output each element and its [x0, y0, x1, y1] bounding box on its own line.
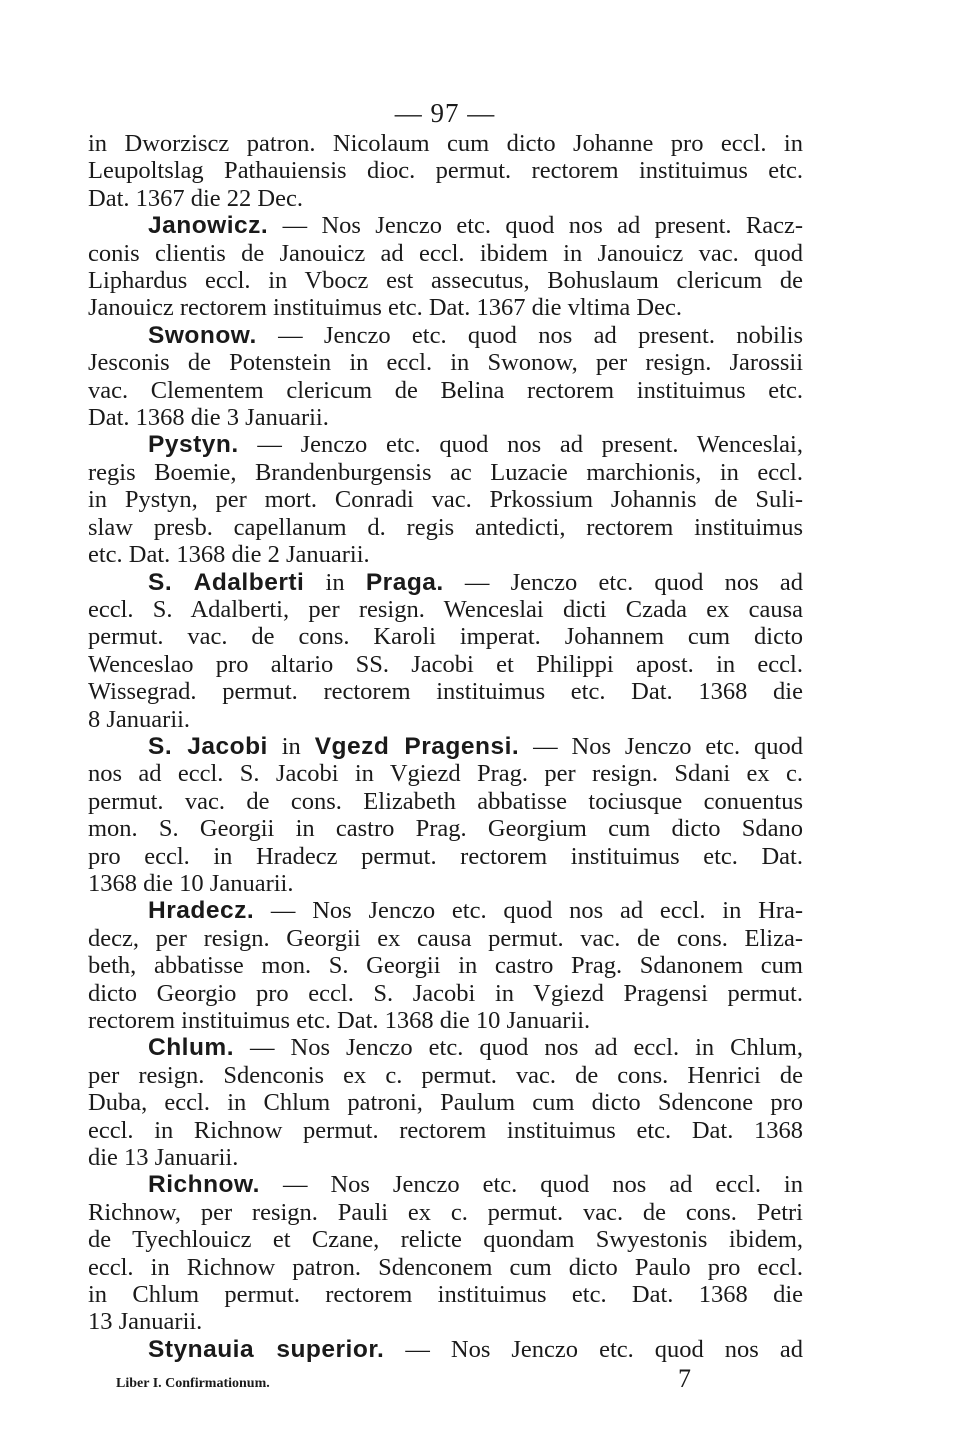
page-footer: [116, 1364, 691, 1394]
text-run: per resign. Sdenconis ex c. permut. vac. de cons. Henrici de: [88, 1061, 803, 1089]
text-run: eccl. in Richnow permut. rectorem instituimus etc. Dat. 1368: [88, 1116, 803, 1144]
text-run: — Nos Jenczo etc. quod: [519, 732, 803, 760]
text-line: [88, 925, 803, 952]
text-run: in: [304, 568, 366, 596]
text-run: dicto Georgio pro eccl. S. Jacobi in Vgiezd Pragensi permut.: [88, 979, 803, 1007]
text-run: permut. vac. de cons. Elizabeth abbatisse tociusque conuentus: [88, 787, 803, 815]
text-line: [88, 1007, 803, 1034]
text-run: in Dworziscz patron. Nicolaum cum dicto Johanne pro eccl. in: [88, 130, 803, 157]
entry-heading-line: [88, 569, 803, 596]
text-run: mon. S. Georgii in castro Prag. Georgium cum dicto Sdano: [88, 815, 803, 843]
text-line: [88, 130, 803, 157]
text-run: Wissegrad. permut. rectorem instituimus etc. Dat. 1368 die: [88, 678, 803, 706]
text-line: [88, 185, 803, 212]
text-line: [88, 788, 803, 815]
text-line: [88, 267, 803, 294]
entry-heading-line: [88, 733, 803, 760]
text-run: — Nos Jenczo etc. quod nos ad eccl. in Hra-: [254, 897, 803, 925]
entry-heading-line: [88, 1171, 803, 1198]
text-run: slaw presb. capellanum d. regis antedicti, rectorem instituimus: [88, 513, 803, 541]
text-run: Dat. 1367 die 22 Dec.: [88, 184, 303, 212]
text-line: [88, 459, 803, 486]
place-name-heading: Stynauia superior.: [148, 1335, 385, 1363]
text-line: [88, 952, 803, 979]
text-line: [88, 870, 803, 897]
place-name-heading: Vgezd Pragensi.: [314, 732, 520, 760]
text-run: eccl. S. Adalberti, per resign. Wenceslai dicti Czada ex causa: [88, 595, 803, 623]
footer-book-title: Liber I. Confirmationum.: [116, 1376, 270, 1391]
place-name-heading: Hradecz.: [148, 897, 255, 925]
text-run: — Nos Jenczo etc. quod nos ad present. Racz-: [268, 212, 803, 240]
text-line: [88, 651, 803, 678]
text-line: [88, 1254, 803, 1281]
text-run: decz, per resign. Georgii ex causa permut. vac. de cons. Eliza-: [88, 924, 803, 952]
text-run: in Pystyn, per mort. Conradi vac. Prkossium Johannis de Suli-: [88, 486, 803, 514]
text-run: Dat. 1368 die 3 Januarii.: [88, 404, 329, 432]
text-run: — Nos Jenczo etc. quod nos ad: [384, 1335, 803, 1363]
entry-heading-line: [88, 1336, 803, 1363]
entry-heading-line: [88, 431, 803, 458]
place-name-heading: Chlum.: [148, 1034, 235, 1062]
entry-heading-line: [88, 322, 803, 349]
text-run: — Jenczo etc. quod nos ad present. Wenceslai,: [238, 431, 803, 459]
entry-heading-line: [88, 897, 803, 924]
text-line: [88, 404, 803, 431]
text-line: [88, 623, 803, 650]
text-run: Richnow, per resign. Pauli ex c. permut. vac. de cons. Petri: [88, 1198, 803, 1226]
text-run: eccl. in Richnow patron. Sdenconem cum dicto Paulo pro eccl.: [88, 1253, 803, 1281]
text-line: [88, 1281, 803, 1308]
text-line: [88, 240, 803, 267]
place-name-heading: S. Jacobi: [148, 732, 268, 760]
text-run: conis clientis de Janouicz ad eccl. ibidem in Janouicz vac. quod: [88, 239, 803, 267]
text-line: [88, 1226, 803, 1253]
text-line: [88, 980, 803, 1007]
text-line: [88, 1308, 803, 1335]
text-run: 13 Januarii.: [88, 1308, 203, 1336]
text-run: Duba, eccl. in Chlum patroni, Paulum cum dicto Sdencone pro: [88, 1089, 803, 1117]
text-line: [88, 514, 803, 541]
text-line: [88, 596, 803, 623]
text-run: nos ad eccl. S. Jacobi in Vgiezd Prag. per resign. Sdani ex c.: [88, 760, 803, 788]
text-run: in: [267, 732, 315, 760]
text-line: [88, 706, 803, 733]
place-name-heading: S. Adalberti: [148, 568, 305, 596]
text-run: etc. Dat. 1368 die 2 Januarii.: [88, 541, 370, 569]
place-name-heading: Swonow.: [148, 321, 257, 349]
text-run: — Nos Jenczo etc. quod nos ad eccl. in Chlum,: [234, 1034, 803, 1062]
entry-heading-line: [88, 212, 803, 239]
text-run: Liphardus eccl. in Vbocz est assecutus, Bohuslaum clericum de: [88, 267, 803, 295]
place-name-heading: Pystyn.: [148, 431, 239, 459]
text-run: pro eccl. in Hradecz permut. rectorem instituimus etc. Dat.: [88, 842, 803, 870]
text-run: — Jenczo etc. quod nos ad present. nobilis: [256, 321, 803, 349]
footer-signature-number: 7: [678, 1364, 691, 1393]
place-name-heading: Praga.: [365, 568, 444, 596]
text-run: de Tyechlouicz et Czane, relicte quondam Swyestonis ibidem,: [88, 1226, 803, 1254]
text-line: [88, 294, 803, 321]
entry-heading-line: [88, 1034, 803, 1061]
text-line: [88, 1199, 803, 1226]
text-run: Leupoltslag Pathauiensis dioc. permut. rectorem instituimus etc.: [88, 157, 803, 185]
text-line: [88, 760, 803, 787]
text-run: permut. vac. de cons. Karoli imperat. Johannem cum dicto: [88, 623, 803, 651]
text-run: Wenceslao pro altario SS. Jacobi et Philippi apost. in eccl.: [88, 650, 803, 678]
text-run: Janouicz rectorem instituimus etc. Dat. 1367 die vltima Dec.: [88, 294, 682, 322]
document-body: [88, 130, 803, 1363]
text-run: 1368 die 10 Januarii.: [88, 869, 294, 897]
text-line: [88, 1089, 803, 1116]
text-line: [88, 1062, 803, 1089]
text-run: Jesconis de Potenstein in eccl. in Swonow, per resign. Jarossii: [88, 349, 803, 377]
text-line: [88, 377, 803, 404]
text-run: regis Boemie, Brandenburgensis ac Luzacie marchionis, in eccl.: [88, 458, 803, 486]
text-run: — Nos Jenczo etc. quod nos ad eccl. in: [259, 1171, 803, 1199]
text-run: rectorem instituimus etc. Dat. 1368 die 10 Januarii.: [88, 1007, 591, 1034]
text-line: [88, 349, 803, 376]
text-run: 8 Januarii.: [88, 705, 191, 733]
text-line: [88, 815, 803, 842]
text-run: beth, abbatisse mon. S. Georgii in castro Prag. Sdanonem cum: [88, 952, 803, 980]
place-name-heading: Janowicz.: [148, 212, 269, 240]
text-run: die 13 Januarii.: [88, 1144, 239, 1172]
text-line: [88, 541, 803, 568]
text-line: [88, 1144, 803, 1171]
text-run: in Chlum permut. rectorem instituimus etc. Dat. 1368 die: [88, 1281, 803, 1309]
page-number: — 97 —: [394, 98, 496, 128]
text-run: — Jenczo etc. quod nos ad: [443, 568, 803, 596]
text-line: [88, 1117, 803, 1144]
text-line: [88, 678, 803, 705]
text-line: [88, 486, 803, 513]
text-run: vac. Clementem clericum de Belina rectorem instituimus etc.: [88, 376, 803, 404]
place-name-heading: Richnow.: [148, 1171, 260, 1199]
text-line: [88, 843, 803, 870]
text-line: [88, 157, 803, 184]
